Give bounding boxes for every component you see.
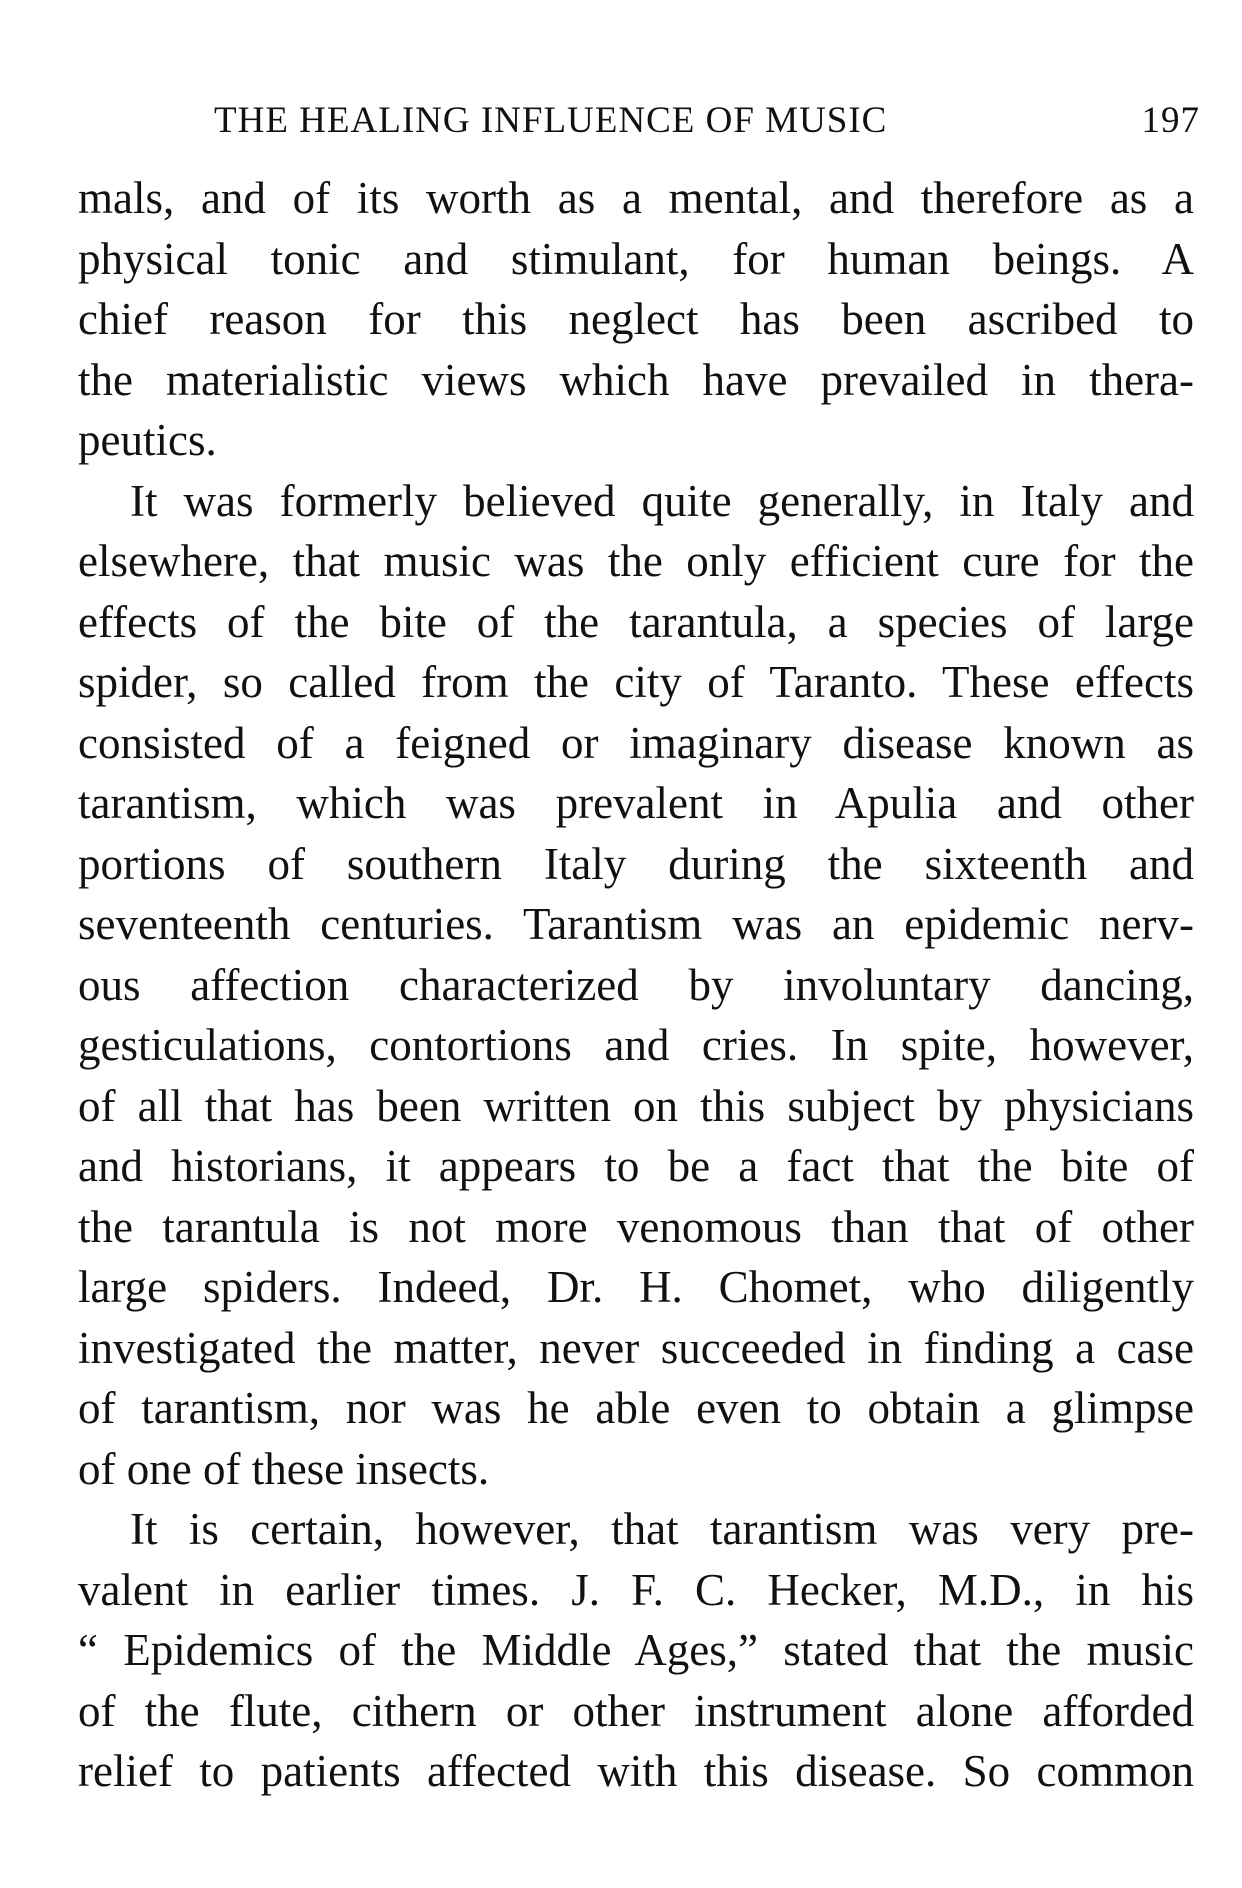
- running-title: THE HEALING INFLUENCE OF MUSIC: [214, 100, 888, 141]
- body-text: [78, 168, 1194, 1802]
- text-line: valent in earlier times. J. F. C. Hecker, M.D., in his: [78, 1564, 1194, 1615]
- text-line: the materialistic views which have prevailed in thera-: [78, 354, 1194, 405]
- text-line: ous affection characterized by involuntary dancing,: [78, 959, 1194, 1010]
- text-line: effects of the bite of the tarantula, a species of large: [78, 596, 1194, 647]
- text-line: of the flute, cithern or other instrument alone afforded: [78, 1685, 1194, 1736]
- text-line: and historians, it appears to be a fact that the bite of: [78, 1141, 1194, 1191]
- text-line: of all that has been written on this subject by physicians: [78, 1080, 1194, 1131]
- text-line: large spiders. Indeed, Dr. H. Chomet, who diligently: [78, 1262, 1194, 1312]
- text-line: peutics.: [78, 415, 217, 465]
- text-line: portions of southern Italy during the sixteenth and: [78, 838, 1194, 889]
- text-line: investigated the matter, never succeeded in finding a case: [78, 1322, 1194, 1373]
- page-number: 197: [1141, 100, 1200, 141]
- text-line: It is certain, however, that tarantism was very pre-: [130, 1504, 1194, 1554]
- running-head: [214, 98, 1200, 144]
- text-line: of tarantism, nor was he able even to obtain a glimpse: [78, 1383, 1194, 1433]
- text-line: mals, and of its worth as a mental, and therefore as a: [78, 173, 1194, 223]
- text-line: the tarantula is not more venomous than that of other: [78, 1201, 1194, 1252]
- text-line: elsewhere, that music was the only efficient cure for the: [78, 536, 1194, 586]
- text-line: tarantism, which was prevalent in Apulia and other: [78, 778, 1194, 828]
- text-line: physical tonic and stimulant, for human beings. A: [78, 233, 1194, 284]
- text-line: gesticulations, contortions and cries. In spite, however,: [78, 1020, 1194, 1070]
- text-line: “ Epidemics of the Middle Ages,” stated that the music: [78, 1625, 1194, 1675]
- text-line: chief reason for this neglect has been ascribed to: [78, 294, 1194, 344]
- text-line: relief to patients affected with this disease. So common: [78, 1746, 1194, 1796]
- text-line: consisted of a feigned or imaginary disease known as: [78, 717, 1194, 768]
- text-line: spider, so called from the city of Taranto. These effects: [78, 657, 1194, 707]
- text-line: of one of these insects.: [78, 1443, 490, 1494]
- text-line: seventeenth centuries. Tarantism was an epidemic nerv-: [78, 899, 1194, 949]
- text-line: It was formerly believed quite generally, in Italy and: [130, 475, 1194, 526]
